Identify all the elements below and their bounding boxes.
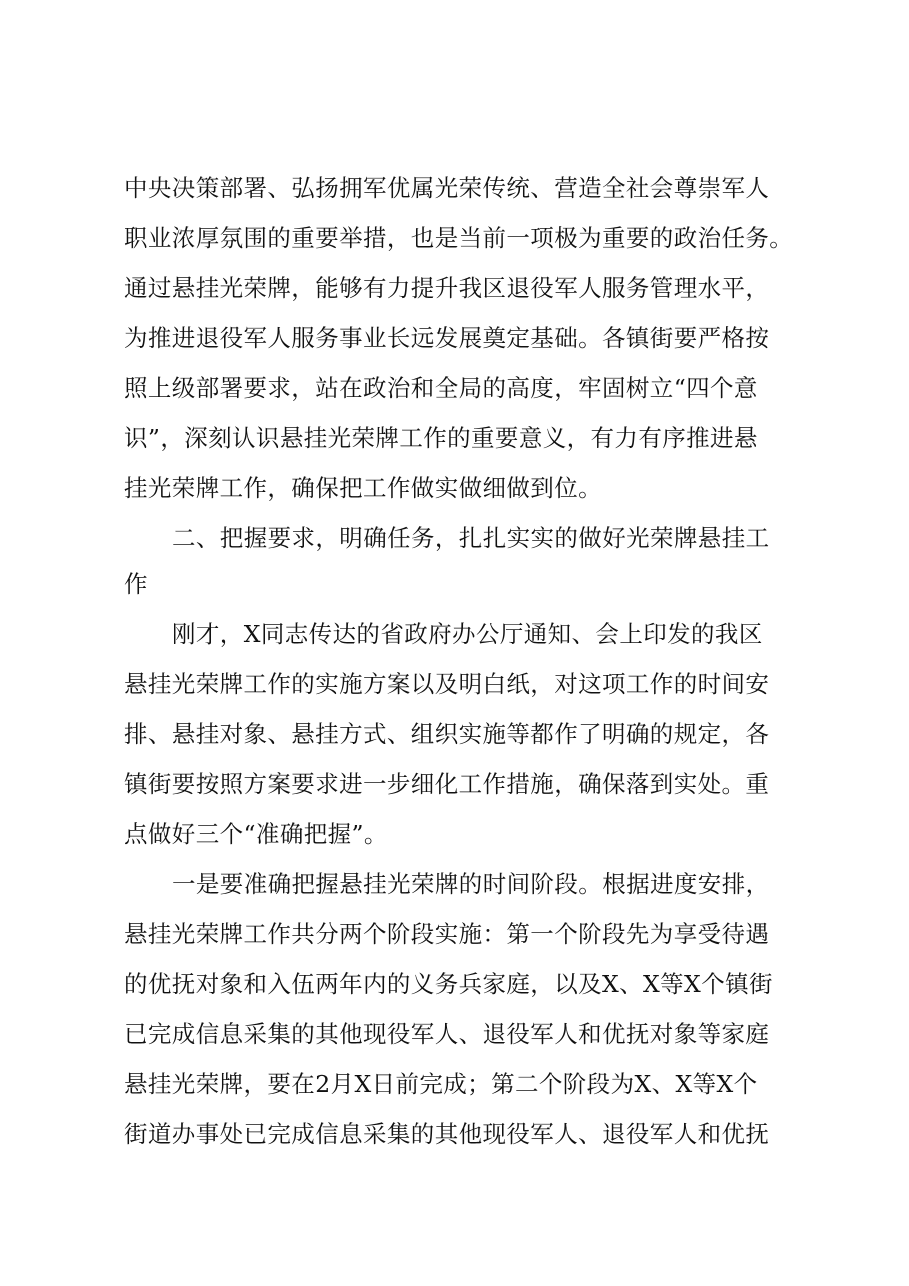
text-line: 中央决策部署、弘扬拥军优属光荣传统、营造全社会尊崇军人 xyxy=(124,174,770,202)
text-line: 悬挂光荣牌工作共分两个阶段实施：第一个阶段先为享受待遇 xyxy=(124,920,770,948)
text-line: 街道办事处已完成信息采集的其他现役军人、退役军人和优抚 xyxy=(124,1120,770,1148)
paragraph-start: 一是要准确把握悬挂光荣牌的时间阶段。根据进度安排， xyxy=(172,870,770,898)
text-line: 的优抚对象和入伍两年内的义务兵家庭，以及X、X等X个镇街 xyxy=(124,970,773,998)
text-line: 排、悬挂对象、悬挂方式、组织实施等都作了明确的规定，各 xyxy=(124,720,770,748)
text-line: 挂光荣牌工作，确保把工作做实做细做到位。 xyxy=(124,474,602,502)
text-line: 职业浓厚氛围的重要举措，也是当前一项极为重要的政治任务。 xyxy=(124,224,794,252)
text-line: 识”，深刻认识悬挂光荣牌工作的重要意义，有力有序推进悬 xyxy=(124,424,758,452)
text-line: 点做好三个“准确把握”。 xyxy=(124,820,388,848)
section-heading: 二、把握要求，明确任务，扎扎实实的做好光荣牌悬挂工 xyxy=(172,524,770,552)
section-heading-continued: 作 xyxy=(124,570,148,598)
text-line: 悬挂光荣牌，要在2月X日前完成；第二个阶段为X、X等X个 xyxy=(124,1070,758,1098)
text-line: 为推进退役军人服务事业长远发展奠定基础。各镇街要严格按 xyxy=(124,324,770,352)
text-line: 悬挂光荣牌工作的实施方案以及明白纸，对这项工作的时间安 xyxy=(124,670,770,698)
text-line: 照上级部署要求，站在政治和全局的高度，牢固树立“四个意 xyxy=(124,374,758,402)
text-line: 镇街要按照方案要求进一步细化工作措施，确保落到实处。重 xyxy=(124,770,770,798)
text-line: 通过悬挂光荣牌，能够有力提升我区退役军人服务管理水平， xyxy=(124,274,770,302)
text-line: 已完成信息采集的其他现役军人、退役军人和优抚对象等家庭 xyxy=(124,1020,770,1048)
paragraph-start: 刚才，X同志传达的省政府办公厅通知、会上印发的我区 xyxy=(172,620,763,648)
